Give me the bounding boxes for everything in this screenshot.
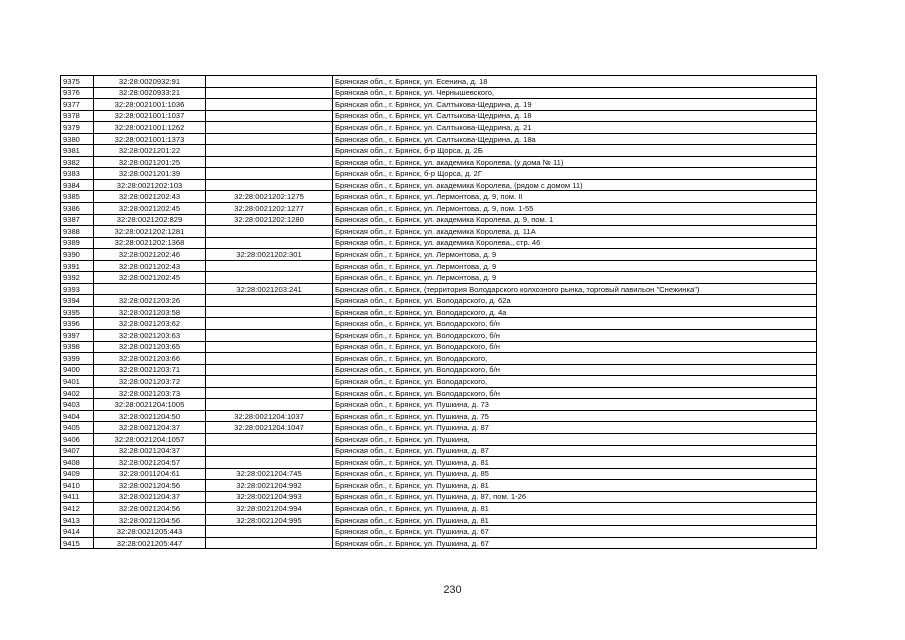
row-number-cell: 9393: [61, 283, 94, 295]
row-number-cell: 9406: [61, 433, 94, 445]
linked-cadastral-number-cell: [206, 457, 333, 469]
address-cell: Брянская обл., г. Брянск, ул. Салтыкова-Щедрина, д. 19: [333, 99, 817, 111]
cadastral-number-cell: 32:28:0021205:443: [94, 526, 206, 538]
registry-table: [60, 75, 817, 549]
table-row: [61, 318, 817, 330]
address-cell: Брянская обл., г. Брянск, ул. Володарского,: [333, 376, 817, 388]
address-cell: Брянская обл., г. Брянск, ул. Володарского, б/н: [333, 318, 817, 330]
cadastral-number-cell: 32:28:0020932:91: [94, 76, 206, 88]
address-cell: Брянская обл., г. Брянск, ул. Пушкина, д. 87: [333, 445, 817, 457]
linked-cadastral-number-cell: [206, 445, 333, 457]
row-number-cell: 9385: [61, 191, 94, 203]
linked-cadastral-number-cell: 32:28:0021204:1037: [206, 410, 333, 422]
address-cell: Брянская обл., г. Брянск, ул. академика Королева,, стр. 46: [333, 237, 817, 249]
row-number-cell: 9392: [61, 272, 94, 284]
table-row: [61, 537, 817, 549]
address-cell: Брянская обл., г. Брянск, ул. Пушкина, д. 85: [333, 468, 817, 480]
linked-cadastral-number-cell: 32:28:0021204:994: [206, 503, 333, 515]
linked-cadastral-number-cell: 32:28:0021202:1280: [206, 214, 333, 226]
row-number-cell: 9410: [61, 480, 94, 492]
cadastral-number-cell: [94, 283, 206, 295]
address-cell: Брянская обл., г. Брянск, ул. Пушкина, д. 81: [333, 457, 817, 469]
cadastral-number-cell: 32:28:0021203:72: [94, 376, 206, 388]
cadastral-number-cell: 32:28:0021203:66: [94, 353, 206, 365]
linked-cadastral-number-cell: [206, 226, 333, 238]
address-cell: Брянская обл., г. Брянск, ул. Салтыкова-Щедрина, д. 18: [333, 110, 817, 122]
table-row: [61, 353, 817, 365]
cadastral-number-cell: 32:28:0021201:25: [94, 156, 206, 168]
cadastral-number-cell: 32:28:0021204:37: [94, 445, 206, 457]
row-number-cell: 9405: [61, 422, 94, 434]
cadastral-number-cell: 32:28:0021204:56: [94, 503, 206, 515]
row-number-cell: 9414: [61, 526, 94, 538]
linked-cadastral-number-cell: [206, 376, 333, 388]
table-row: [61, 422, 817, 434]
row-number-cell: 9376: [61, 87, 94, 99]
cadastral-number-cell: 32:28:0021001:1262: [94, 122, 206, 134]
linked-cadastral-number-cell: [206, 433, 333, 445]
cadastral-number-cell: 32:28:0021202:1281: [94, 226, 206, 238]
linked-cadastral-number-cell: [206, 387, 333, 399]
table-row: [61, 133, 817, 145]
table-row: [61, 387, 817, 399]
cadastral-number-cell: 32:28:0021204:56: [94, 514, 206, 526]
address-cell: Брянская обл., г. Брянск, ул. Пушкина, д. 67: [333, 526, 817, 538]
address-cell: Брянская обл., г. Брянск, ул. Пушкина, д. 87, пом. 1-26: [333, 491, 817, 503]
linked-cadastral-number-cell: [206, 364, 333, 376]
table-row: [61, 457, 817, 469]
linked-cadastral-number-cell: [206, 76, 333, 88]
table-row: [61, 330, 817, 342]
linked-cadastral-number-cell: [206, 399, 333, 411]
linked-cadastral-number-cell: [206, 99, 333, 111]
linked-cadastral-number-cell: 32:28:0021202:301: [206, 249, 333, 261]
linked-cadastral-number-cell: [206, 353, 333, 365]
row-number-cell: 9400: [61, 364, 94, 376]
table-row: [61, 76, 817, 88]
row-number-cell: 9394: [61, 295, 94, 307]
address-cell: Брянская обл., г. Брянск, ул. Лермонтова, д. 9, пом. 1-55: [333, 203, 817, 215]
row-number-cell: 9381: [61, 145, 94, 157]
row-number-cell: 9390: [61, 249, 94, 261]
row-number-cell: 9409: [61, 468, 94, 480]
linked-cadastral-number-cell: [206, 526, 333, 538]
table-row: [61, 99, 817, 111]
row-number-cell: 9399: [61, 353, 94, 365]
table-row: [61, 226, 817, 238]
address-cell: Брянская обл., г. Брянск, ул. академика Королева, д. 9, пом. 1: [333, 214, 817, 226]
cadastral-number-cell: 32:28:0021201:22: [94, 145, 206, 157]
row-number-cell: 9389: [61, 237, 94, 249]
linked-cadastral-number-cell: 32:28:0021202:1277: [206, 203, 333, 215]
cadastral-number-cell: 32:28:0021205:447: [94, 537, 206, 549]
row-number-cell: 9413: [61, 514, 94, 526]
address-cell: Брянская обл., г. Брянск, ул. Володарского, б/н: [333, 341, 817, 353]
cadastral-number-cell: 32:28:0011204:61: [94, 468, 206, 480]
linked-cadastral-number-cell: [206, 133, 333, 145]
table-row: [61, 272, 817, 284]
address-cell: Брянская обл., г. Брянск, ул. Пушкина, д. 81: [333, 503, 817, 515]
linked-cadastral-number-cell: [206, 156, 333, 168]
cadastral-number-cell: 32:28:0021202:46: [94, 249, 206, 261]
table-row: [61, 514, 817, 526]
address-cell: Брянская обл., г. Брянск, ул. Лермонтова, д. 9: [333, 272, 817, 284]
linked-cadastral-number-cell: [206, 306, 333, 318]
linked-cadastral-number-cell: 32:28:0021202:1275: [206, 191, 333, 203]
table-row: [61, 283, 817, 295]
table-row: [61, 214, 817, 226]
table-row: [61, 260, 817, 272]
address-cell: Брянская обл., г. Брянск, ул. Володарского,: [333, 353, 817, 365]
address-cell: Брянская обл., г. Брянск, б-р Щорса, д. 2Б: [333, 145, 817, 157]
table-row: [61, 433, 817, 445]
linked-cadastral-number-cell: [206, 179, 333, 191]
table-row: [61, 237, 817, 249]
cadastral-number-cell: 32:28:0020933:21: [94, 87, 206, 99]
cadastral-number-cell: 32:28:0021204:37: [94, 491, 206, 503]
linked-cadastral-number-cell: 32:28:0021204:993: [206, 491, 333, 503]
address-cell: Брянская обл., г. Брянск, ул. Володарского, б/н: [333, 387, 817, 399]
linked-cadastral-number-cell: [206, 537, 333, 549]
row-number-cell: 9398: [61, 341, 94, 353]
row-number-cell: 9379: [61, 122, 94, 134]
row-number-cell: 9407: [61, 445, 94, 457]
row-number-cell: 9380: [61, 133, 94, 145]
cadastral-number-cell: 32:28:0021001:1036: [94, 99, 206, 111]
table-row: [61, 122, 817, 134]
cadastral-number-cell: 32:28:0021202:43: [94, 191, 206, 203]
row-number-cell: 9391: [61, 260, 94, 272]
address-cell: Брянская обл., г. Брянск, ул. академика Королева, (у дома № 11): [333, 156, 817, 168]
address-cell: Брянская обл., г. Брянск, ул. Пушкина, д. 81: [333, 480, 817, 492]
row-number-cell: 9387: [61, 214, 94, 226]
row-number-cell: 9401: [61, 376, 94, 388]
cadastral-number-cell: 32:28:0021204:50: [94, 410, 206, 422]
row-number-cell: 9396: [61, 318, 94, 330]
table-row: [61, 503, 817, 515]
row-number-cell: 9402: [61, 387, 94, 399]
address-cell: Брянская обл., г. Брянск, ул. Пушкина, д. 75: [333, 410, 817, 422]
row-number-cell: 9408: [61, 457, 94, 469]
table-row: [61, 156, 817, 168]
linked-cadastral-number-cell: [206, 237, 333, 249]
linked-cadastral-number-cell: 32:28:0021203:241: [206, 283, 333, 295]
table-row: [61, 341, 817, 353]
cadastral-number-cell: 32:28:0021204:56: [94, 480, 206, 492]
linked-cadastral-number-cell: 32:28:0021204:992: [206, 480, 333, 492]
linked-cadastral-number-cell: [206, 122, 333, 134]
row-number-cell: 9388: [61, 226, 94, 238]
cadastral-number-cell: 32:28:0021203:62: [94, 318, 206, 330]
table-row: [61, 145, 817, 157]
cadastral-number-cell: 32:28:0021202:829: [94, 214, 206, 226]
linked-cadastral-number-cell: [206, 330, 333, 342]
cadastral-number-cell: 32:28:0021202:45: [94, 203, 206, 215]
address-cell: Брянская обл., г. Брянск, ул. Пушкина,: [333, 433, 817, 445]
table-row: [61, 110, 817, 122]
table-row: [61, 445, 817, 457]
cadastral-number-cell: 32:28:0021202:103: [94, 179, 206, 191]
linked-cadastral-number-cell: 32:28:0021204:995: [206, 514, 333, 526]
table-row: [61, 168, 817, 180]
table-row: [61, 526, 817, 538]
registry-table-body: [61, 76, 817, 549]
row-number-cell: 9378: [61, 110, 94, 122]
table-row: [61, 376, 817, 388]
linked-cadastral-number-cell: [206, 260, 333, 272]
cadastral-number-cell: 32:28:0021202:45: [94, 272, 206, 284]
address-cell: Брянская обл., г. Брянск, ул. Пушкина, д. 87: [333, 422, 817, 434]
address-cell: Брянская обл., г. Брянск, ул. Володарского, б/н: [333, 330, 817, 342]
address-cell: Брянская обл., г. Брянск, ул. Пушкина, д. 81: [333, 514, 817, 526]
address-cell: Брянская обл., г. Брянск, ул. Лермонтова, д. 9, пом. II: [333, 191, 817, 203]
linked-cadastral-number-cell: [206, 272, 333, 284]
address-cell: Брянская обл., г. Брянск, ул. Володарского, д. 4а: [333, 306, 817, 318]
table-row: [61, 87, 817, 99]
row-number-cell: 9375: [61, 76, 94, 88]
cadastral-number-cell: 32:28:0021203:65: [94, 341, 206, 353]
table-row: [61, 491, 817, 503]
row-number-cell: 9395: [61, 306, 94, 318]
row-number-cell: 9384: [61, 179, 94, 191]
table-row: [61, 364, 817, 376]
row-number-cell: 9377: [61, 99, 94, 111]
table-row: [61, 480, 817, 492]
table-row: [61, 249, 817, 261]
row-number-cell: 9386: [61, 203, 94, 215]
cadastral-number-cell: 32:28:0021204:1057: [94, 433, 206, 445]
row-number-cell: 9404: [61, 410, 94, 422]
cadastral-number-cell: 32:28:0021203:73: [94, 387, 206, 399]
table-row: [61, 410, 817, 422]
linked-cadastral-number-cell: 32:28:0021204:1047: [206, 422, 333, 434]
cadastral-number-cell: 32:28:0021203:63: [94, 330, 206, 342]
address-cell: Брянская обл., г. Брянск, ул. Лермонтова, д. 9: [333, 249, 817, 261]
address-cell: Брянская обл., г. Брянск, ул. Володарского, д. 62а: [333, 295, 817, 307]
table-row: [61, 468, 817, 480]
address-cell: Брянская обл., г. Брянск, ул. Пушкина, д. 67: [333, 537, 817, 549]
cadastral-number-cell: 32:28:0021202:1368: [94, 237, 206, 249]
page-number: 230: [443, 584, 462, 596]
row-number-cell: 9412: [61, 503, 94, 515]
address-cell: Брянская обл., г. Брянск, ул. академика Королева, (рядом с домом 11): [333, 179, 817, 191]
table-row: [61, 191, 817, 203]
address-cell: Брянская обл., г. Брянск, ул. Есенина, д. 18: [333, 76, 817, 88]
linked-cadastral-number-cell: [206, 110, 333, 122]
cadastral-number-cell: 32:28:0021203:71: [94, 364, 206, 376]
linked-cadastral-number-cell: [206, 168, 333, 180]
address-cell: Брянская обл., г. Брянск, б-р Щорса, д. 2Г: [333, 168, 817, 180]
address-cell: Брянская обл., г. Брянск, (территория Володарского колхозного рынка, торговый павильон "Снежинка"): [333, 283, 817, 295]
cadastral-number-cell: 32:28:0021204:1005: [94, 399, 206, 411]
cadastral-number-cell: 32:28:0021201:39: [94, 168, 206, 180]
row-number-cell: 9415: [61, 537, 94, 549]
row-number-cell: 9403: [61, 399, 94, 411]
table-row: [61, 203, 817, 215]
address-cell: Брянская обл., г. Брянск, ул. Салтыкова-Щедрина, д. 21: [333, 122, 817, 134]
row-number-cell: 9397: [61, 330, 94, 342]
table-row: [61, 295, 817, 307]
linked-cadastral-number-cell: 32:28:0021204:745: [206, 468, 333, 480]
address-cell: Брянская обл., г. Брянск, ул. Лермонтова, д. 9: [333, 260, 817, 272]
cadastral-number-cell: 32:28:0021202:43: [94, 260, 206, 272]
cadastral-number-cell: 32:28:0021001:1373: [94, 133, 206, 145]
linked-cadastral-number-cell: [206, 145, 333, 157]
address-cell: Брянская обл., г. Брянск, ул. Салтыкова-Щедрина, д. 18а: [333, 133, 817, 145]
row-number-cell: 9382: [61, 156, 94, 168]
address-cell: Брянская обл., г. Брянск, ул. Пушкина, д. 73: [333, 399, 817, 411]
cadastral-number-cell: 32:28:0021001:1037: [94, 110, 206, 122]
row-number-cell: 9411: [61, 491, 94, 503]
linked-cadastral-number-cell: [206, 318, 333, 330]
cadastral-number-cell: 32:28:0021204:37: [94, 422, 206, 434]
cadastral-number-cell: 32:28:0021204:57: [94, 457, 206, 469]
table-row: [61, 399, 817, 411]
table-row: [61, 179, 817, 191]
linked-cadastral-number-cell: [206, 87, 333, 99]
row-number-cell: 9383: [61, 168, 94, 180]
address-cell: Брянская обл., г. Брянск, ул. Чернышевского,: [333, 87, 817, 99]
cadastral-number-cell: 32:28:0021203:26: [94, 295, 206, 307]
linked-cadastral-number-cell: [206, 341, 333, 353]
address-cell: Брянская обл., г. Брянск, ул. академика Королева, д. 11А: [333, 226, 817, 238]
table-row: [61, 306, 817, 318]
linked-cadastral-number-cell: [206, 295, 333, 307]
address-cell: Брянская обл., г. Брянск, ул. Володарского, б/н: [333, 364, 817, 376]
cadastral-number-cell: 32:28:0021203:58: [94, 306, 206, 318]
